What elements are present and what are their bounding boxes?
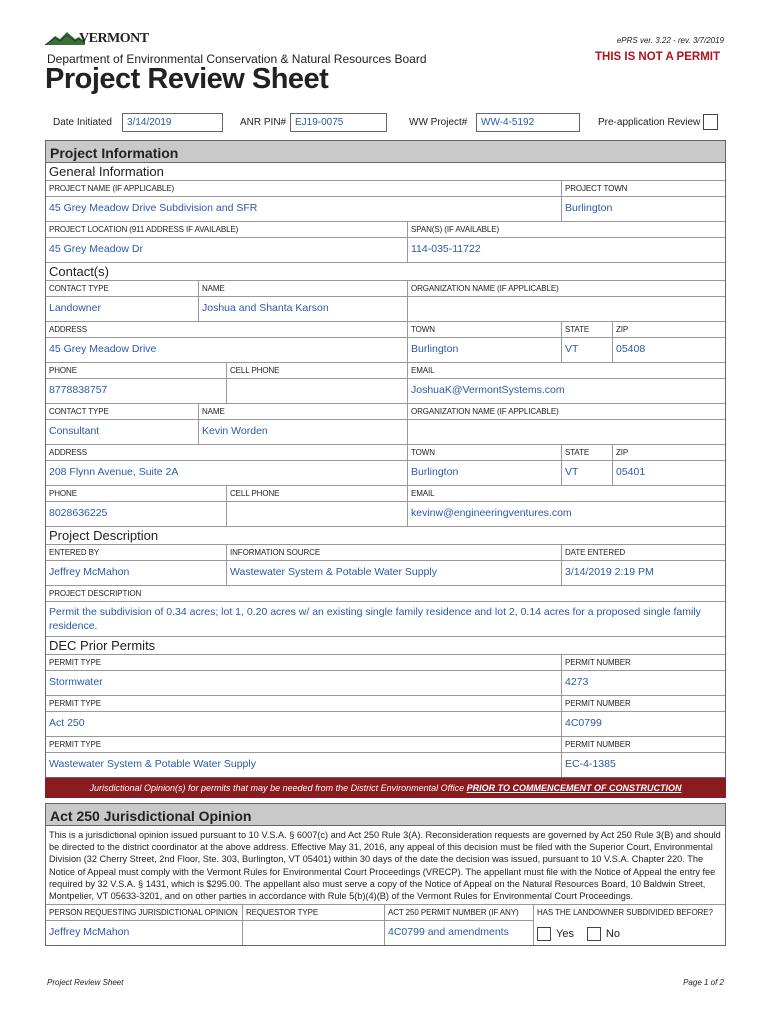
cell-phone-field[interactable] <box>230 379 404 403</box>
permit-type-label: PERMIT TYPE <box>46 655 561 671</box>
town-label: TOWN <box>408 322 561 338</box>
act250-text: This is a jurisdictional opinion issued pursuant to 10 V.S.A. § 6007(c) and Act 250 Rule 3(A). Reconsideration requests are governed by Act 250 Rule 3(B) and should be directed to the district coordinator at the above address. Effective May 31, 2016, any appeal of this decision must be filed with the Superior Court, Environmental Division (32 Cherry Street, 2nd Floor, Ste. 303, Burlington, VT 05401) within 30 days of the date the decision was issued, pursuant to 10 V.S.A. Chapter 220. The Notice of Appeal must comply with the Vermont Rules for Environmental Court Proceedings (VRECP). The appellant must file with the Notice of Appeal the entry fee required by 32 V.S.A. § 1431, which is $295.00. The appellant also must serve a copy of the Notice of Appeal on the Natural Resources Board, 10 Baldwin Street, Montpelier, VT 05633-3201, and on other parties in accordance with Rule 5(b)(4)(B) of the Vermont Rules for Environmental Court Proceedings. <box>46 826 725 905</box>
permit-number-label: PERMIT NUMBER <box>562 696 725 712</box>
zip-field[interactable]: 05401 <box>616 466 646 478</box>
not-permit-notice: THIS IS NOT A PERMIT <box>594 51 720 63</box>
span-label: SPAN(S) (IF AVAILABLE) <box>408 222 725 238</box>
project-description-field[interactable]: Permit the subdivision of 0.34 acres; lot 1, 0.20 acres w/ an existing single family residence and lot 2, 0.14 acres for a proposed single family residence. <box>49 606 701 632</box>
section-header: Project Information <box>46 141 725 163</box>
info-source-label: INFORMATION SOURCE <box>227 545 561 561</box>
town-label: TOWN <box>408 445 561 461</box>
banner-text: Jurisdictional Opinion(s) for permits that may be needed from the District Environmental Office <box>89 783 467 793</box>
contact-type-field[interactable]: Consultant <box>49 425 100 437</box>
email-label: EMAIL <box>408 486 725 502</box>
ww-project-label: WW Project# <box>409 117 468 128</box>
page-number: Page 1 of 2 <box>683 978 724 987</box>
permit-number-label: PERMIT NUMBER <box>562 655 725 671</box>
person-requesting-field[interactable]: Jeffrey McMahon <box>49 926 130 939</box>
org-field[interactable] <box>411 297 722 321</box>
phone-field[interactable]: 8028636225 <box>49 507 108 519</box>
act250-header: Act 250 Jurisdictional Opinion <box>46 804 725 826</box>
banner-emphasis: PRIOR TO COMMENCEMENT OF CONSTRUCTION <box>466 783 682 793</box>
act250-permit-label: ACT 250 PERMIT NUMBER (IF ANY) <box>385 905 533 921</box>
person-requesting-label: PERSON REQUESTING JURISDICTIONAL OPINION <box>46 905 242 921</box>
permit-number-label: PERMIT NUMBER <box>562 737 725 753</box>
permit-type-label: PERMIT TYPE <box>46 737 561 753</box>
contacts-header: Contact(s) <box>46 263 725 281</box>
project-description-header: Project Description <box>46 527 725 545</box>
yes-label: Yes <box>556 928 574 941</box>
project-location-label: PROJECT LOCATION (911 ADDRESS IF AVAILABLE) <box>46 222 407 238</box>
no-label: No <box>605 928 620 941</box>
email-field[interactable]: JoshuaK@VermontSystems.com <box>411 384 565 396</box>
permit-number-field[interactable]: 4C0799 <box>565 717 602 729</box>
name-label: NAME <box>199 404 407 420</box>
contact-type-label: CONTACT TYPE <box>46 404 198 420</box>
permit-type-field[interactable]: Act 250 <box>49 717 85 729</box>
date-initiated-field[interactable]: 3/14/2019 <box>122 113 223 132</box>
state-label: STATE <box>562 322 612 338</box>
contact-name-field[interactable]: Kevin Worden <box>202 425 268 437</box>
logo-text: VERMONT <box>79 31 149 46</box>
jurisdictional-banner <box>45 778 726 798</box>
date-entered-label: DATE ENTERED <box>562 545 725 561</box>
footer-title: Project Review Sheet <box>47 978 124 987</box>
anr-pin-label: ANR PIN# <box>240 117 287 128</box>
general-info-header: General Information <box>46 163 725 181</box>
phone-label: PHONE <box>46 486 226 502</box>
subdivided-label: HAS THE LANDOWNER SUBDIVIDED BEFORE? <box>537 908 713 918</box>
requestor-type-label: REQUESTOR TYPE <box>243 905 384 921</box>
project-information-section <box>45 140 726 778</box>
address-field[interactable]: 45 Grey Meadow Drive <box>49 343 157 355</box>
date-entered-field[interactable]: 3/14/2019 2:19 PM <box>565 566 654 578</box>
cell-phone-field[interactable] <box>230 502 404 526</box>
span-field[interactable]: 114-035-11722 <box>411 243 481 255</box>
dec-permits-header: DEC Prior Permits <box>46 637 725 655</box>
yes-checkbox[interactable] <box>537 927 551 941</box>
date-initiated-label: Date Initiated <box>53 117 112 128</box>
cell-phone-label: CELL PHONE <box>227 363 407 379</box>
contact-name-field[interactable]: Joshua and Shanta Karson <box>202 302 329 314</box>
permit-number-field[interactable]: 4273 <box>565 676 589 688</box>
project-description-label: PROJECT DESCRIPTION <box>46 586 725 602</box>
email-field[interactable]: kevinw@engineeringventures.com <box>411 507 572 519</box>
permit-number-field[interactable]: EC-4-1385 <box>565 758 616 770</box>
permit-type-label: PERMIT TYPE <box>46 696 561 712</box>
page-title: Project Review Sheet <box>45 63 329 95</box>
email-label: EMAIL <box>408 363 725 379</box>
phone-field[interactable]: 8778838757 <box>49 384 108 396</box>
address-label: ADDRESS <box>46 322 407 338</box>
permit-type-field[interactable]: Wastewater System & Potable Water Supply <box>49 758 256 770</box>
project-town-field[interactable]: Burlington <box>565 202 613 214</box>
entered-by-label: ENTERED BY <box>46 545 226 561</box>
no-checkbox[interactable] <box>587 927 601 941</box>
state-label: STATE <box>562 445 612 461</box>
act250-section <box>45 803 726 946</box>
state-field[interactable]: VT <box>565 466 579 478</box>
department-name: Department of Environmental Conservation & Natural Resources Board <box>47 52 427 66</box>
name-label: NAME <box>199 281 407 297</box>
zip-label: ZIP <box>613 322 725 338</box>
eprs-version: ePRS ver. 3.22 - rev. 3/7/2019 <box>616 36 724 45</box>
preapp-label: Pre-application Review <box>598 117 701 128</box>
project-name-label: PROJECT NAME (IF APPLICABLE) <box>46 181 561 197</box>
project-name-field[interactable]: 45 Grey Meadow Drive Subdivision and SFR <box>49 202 258 214</box>
ww-project-field[interactable]: WW-4-5192 <box>476 113 580 132</box>
zip-field[interactable]: 05408 <box>616 343 646 355</box>
permit-type-field[interactable]: Stormwater <box>49 676 103 688</box>
address-label: ADDRESS <box>46 445 407 461</box>
contact-type-field[interactable]: Landowner <box>49 302 101 314</box>
project-town-label: PROJECT TOWN <box>562 181 725 197</box>
phone-label: PHONE <box>46 363 226 379</box>
org-label: ORGANIZATION NAME (IF APPLICABLE) <box>408 404 725 420</box>
contact-type-label: CONTACT TYPE <box>46 281 198 297</box>
anr-pin-field[interactable]: EJ19-0075 <box>290 113 387 132</box>
town-field[interactable]: Burlington <box>411 466 459 478</box>
subdivided-options <box>537 921 722 945</box>
state-field[interactable]: VT <box>565 343 579 355</box>
org-field[interactable] <box>411 420 722 444</box>
org-label: ORGANIZATION NAME (IF APPLICABLE) <box>408 281 725 297</box>
zip-label: ZIP <box>613 445 725 461</box>
info-source-field[interactable]: Wastewater System & Potable Water Supply <box>230 566 437 578</box>
project-location-field[interactable]: 45 Grey Meadow Dr <box>49 243 143 255</box>
act250-permit-field[interactable]: 4C0799 and amendments <box>388 926 509 939</box>
vermont-logo <box>45 26 149 46</box>
entered-by-field[interactable]: Jeffrey McMahon <box>49 566 130 578</box>
cell-phone-label: CELL PHONE <box>227 486 407 502</box>
town-field[interactable]: Burlington <box>411 343 459 355</box>
requestor-type-field[interactable] <box>246 921 381 945</box>
address-field[interactable]: 208 Flynn Avenue, Suite 2A <box>49 466 179 478</box>
preapp-checkbox[interactable] <box>703 114 718 130</box>
